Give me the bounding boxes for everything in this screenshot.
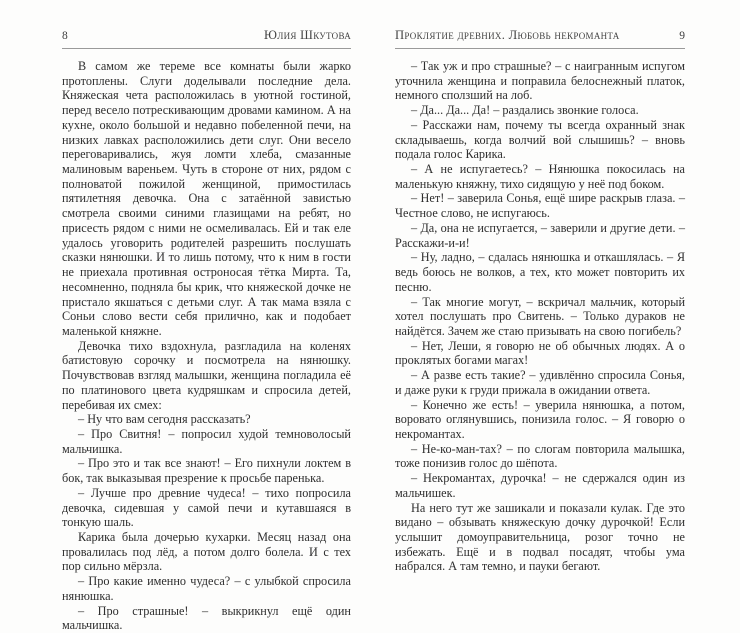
left-running-head-title: Юлия Шкутова [263,28,351,42]
paragraph: – Про Свитня! – попросил худой темноволосый мальчишка. [62,426,351,456]
paragraph: – А разве есть такие? – удивлённо спросила Сонья, и даже руки к груди прижала в ожидании ответа. [395,368,685,397]
paragraph: Карика была дочерью кухарки. Месяц назад она провалилась под лёд, а потом долго болела. И с тех пор сильно мёрзла. [62,530,351,574]
paragraph: – Нет, Леши, я говорю не об обычных людях. А о проклятых богами магах! [395,338,685,368]
paragraph: – А не испугаетесь? – Нянюшка покосилась на маленькую княжну, тихо сидящую у неё под боком. [395,162,685,191]
right-page [370,0,740,574]
right-running-head-title: Проклятие древних. Любовь некроманта [395,28,620,42]
right-running-head [395,28,685,45]
paragraph: На него тут же зашикали и показали кулак. Где это видано – обзывать княжескую дочку дурочкой! Если услышит домоуправительница, розог точно не избежать. Ещё и в подвал посадят, чтобы ума набрался. А там темно, и пауки бегают. [395,500,685,574]
paragraph: – Расскажи нам, почему ты всегда охранный знак складываешь, когда волчий вой слышишь? – вновь подала голос Карика. [395,117,685,162]
paragraph: – Про страшные! – выкрикнул ещё один мальчишка. [62,603,351,633]
left-page-number: 8 [62,30,68,42]
paragraph: – Да... Да... Да! – раздались звонкие голоса. [411,103,639,118]
right-page-number: 9 [679,30,685,42]
paragraph: – Некромантах, дурочка! – не сдержался один из мальчишек. [395,471,685,500]
paragraph: В самом же тереме все комнаты были жарко протоплены. Слуги доделывали последние дела. Княжеская чета расположилась в уютной гостиной, перед весело потрескивающим дровами камином. А на кухне, около большой и недавно побеленной печи, на низких лавках расположились дети слуг. Они весело переговаривались, жуя ломти хлеба, смазанные малиновым вареньем. Чуть в стороне от них, рядом с полноватой пожилой женщиной, примостилась пятилетняя девочка. Она с затаённой завистью смотрела своими синими глазищами на ребят, но присесть рядом с ними не осмеливалась. Ей и так еле удалось уговорить родителей разрешить послушать сказки нянюшки. И то лишь потому, что к ним в гости не приехала противная остроносая тётка Мирта. Та, несомненно, подняла бы крик, что княжеской дочке не пристало якшаться с детьми слуг. А так мама взяла с Соньи слово вести себя прилично, как и подобает маленькой княжне. [62,59,351,338]
left-running-head [62,28,351,45]
paragraph: – Так многие могут, – вскричал мальчик, который хотел послушать про Свитень. – Только дураков не найдётся. Зачем же стаю призывать на свою погибель? [395,294,685,338]
right-page-body [395,59,685,574]
paragraph: – Ну, ладно, – сдалась нянюшка и откашлялась. – Я ведь боюсь не волков, а тех, кто может повторить их песню. [395,250,685,294]
paragraph: – Конечно же есть! – уверила нянюшка, а потом, вороватo оглянувшись, понизила голос. – Я говорю о некромантах. [395,397,685,441]
right-header-rule [395,48,685,49]
paragraph: – Нет! – заверила Сонья, ещё шире раскрыв глаза. – Честное слово, не испугаюсь. [395,191,685,221]
left-header-rule [62,48,351,49]
paragraph: Девочка тихо вздохнула, разгладила на коленях батистовую сорочку и посмотрела на нянюшку. Почувствовав взгляд малышки, женщина погладила её по платинового цвета кудряшкам и спросила детей, перебивая их смех: [62,338,351,412]
left-page-body [62,59,351,633]
paragraph: – Про какие именно чудеса? – с улыбкой спросила нянюшка. [62,574,351,603]
paragraph: – Так уж и про страшные? – с наигранным испугом уточнила женщина и поправила белоснежный платок, немного сползший на лоб. [395,59,685,103]
paragraph: – Да, она не испугается, – заверили и другие дети. – Расскажи-и-и! [395,220,685,250]
paragraph: – Ну что вам сегодня рассказать? [78,412,251,427]
paragraph: – Про это и так все знают! – Его пихнули локтем в бок, так выказывая презрение к просьбе паренька. [62,456,351,486]
paragraph: – Не-ко-ман-тах? – по слогам повторила малышка, тоже понизив голос до шёпота. [395,441,685,471]
paragraph: – Лучше про древние чудеса! – тихо попросила девочка, сидевшая у самой печи и кутавшаяся в тонкую шаль. [62,485,351,530]
